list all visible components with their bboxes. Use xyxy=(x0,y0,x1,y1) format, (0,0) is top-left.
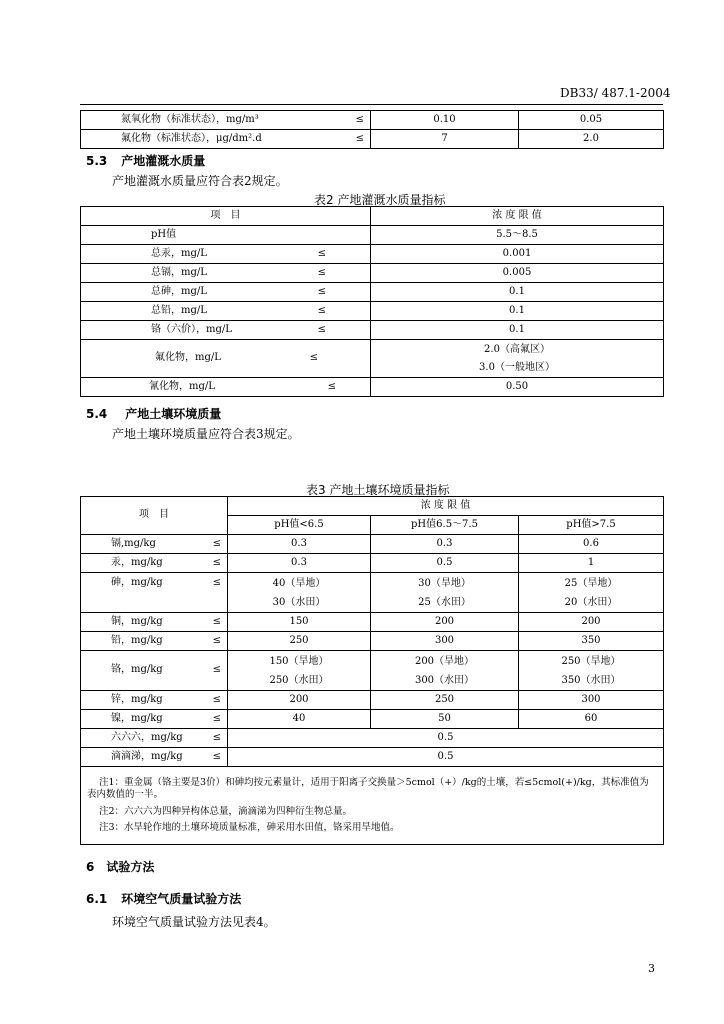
page-number: 3 xyxy=(648,962,655,975)
le-symbol: ≤ xyxy=(212,537,221,549)
le-symbol: ≤ xyxy=(317,247,326,259)
header-ph-col: pH值<6.5 xyxy=(228,516,371,535)
value-cell: 0.5 xyxy=(228,748,664,767)
le-symbol: ≤ xyxy=(317,323,326,335)
value-cell: 1 xyxy=(519,554,664,573)
item-text: 氟化物，mg/L xyxy=(155,352,221,364)
table-row xyxy=(81,613,664,632)
item-text: 铬（六价），mg/L xyxy=(151,323,232,335)
value-cell: 0.005 xyxy=(371,264,664,283)
item-cell xyxy=(81,535,228,554)
item-text: 铬，mg/kg xyxy=(111,664,163,676)
item-cell xyxy=(81,378,371,397)
table-row xyxy=(81,378,664,397)
item-cell xyxy=(81,554,228,573)
item-cell xyxy=(81,613,228,632)
item-text: 汞，mg/kg xyxy=(111,556,163,568)
table-row xyxy=(81,283,664,302)
value-cell xyxy=(371,573,519,613)
table-row xyxy=(81,710,664,729)
value-cell: 200 xyxy=(519,613,664,632)
section-title: 环境空气质量试验方法 xyxy=(121,892,242,906)
value-cell xyxy=(228,573,371,613)
item-cell xyxy=(81,226,371,245)
note-2: 注2：六六六为四种异构体总量，滴滴涕为四种衍生物总量。 xyxy=(99,805,353,817)
le-symbol: ≤ xyxy=(212,731,221,743)
section-number: 6 xyxy=(86,860,95,874)
item-cell xyxy=(81,748,228,767)
value-line: 25（旱地） xyxy=(564,577,618,589)
notes-cell xyxy=(81,767,664,845)
value-cell xyxy=(228,651,371,691)
table-header-row xyxy=(81,497,664,516)
value-cell: 0.5 xyxy=(371,554,519,573)
table-row xyxy=(81,302,664,321)
value-cell xyxy=(371,651,519,691)
note-3: 注3：水旱轮作地的土壤环境质量标准，砷采用水田值，铬采用旱地值。 xyxy=(99,821,400,833)
le-symbol: ≤ xyxy=(317,266,326,278)
section-title: 产地灌溉水质量 xyxy=(121,154,206,168)
table-row xyxy=(81,632,664,651)
header-limit: 浓 度 限 值 xyxy=(371,207,664,226)
item-text: 锌，mg/kg xyxy=(111,693,163,705)
le-symbol: ≤ xyxy=(355,113,364,125)
value-cell xyxy=(519,573,664,613)
value-cell: 350 xyxy=(519,632,664,651)
item-text: 总砷，mg/L xyxy=(151,285,207,297)
item-text: 铅，mg/kg xyxy=(111,634,163,646)
value-cell xyxy=(519,651,664,691)
table-row xyxy=(81,321,664,340)
item-text: 镉,mg/kg xyxy=(111,537,156,549)
value-cell: 250 xyxy=(371,691,519,710)
item-cell xyxy=(81,729,228,748)
table-row xyxy=(81,748,664,767)
item-text: 氰化物，mg/L xyxy=(149,380,215,392)
section-6-1-text: 环境空气质量试验方法见表4。 xyxy=(112,915,276,929)
table-row xyxy=(81,573,664,613)
value-line: 30（旱地） xyxy=(418,577,471,589)
le-symbol: ≤ xyxy=(317,285,326,297)
value-line: 350（水田） xyxy=(561,674,621,686)
table-row xyxy=(81,651,664,691)
item-text: 氮氧化物（标准状态），mg/m³ xyxy=(121,113,259,125)
table-row xyxy=(81,729,664,748)
le-symbol: ≤ xyxy=(212,693,221,705)
value-line: 25（水田） xyxy=(418,596,471,608)
section-number: 6.1 xyxy=(86,892,108,906)
le-symbol: ≤ xyxy=(309,352,318,364)
section-number: 5.3 xyxy=(86,154,108,168)
le-symbol: ≤ xyxy=(212,750,221,762)
table-header-row xyxy=(81,207,664,226)
value-cell: 0.05 xyxy=(519,111,664,130)
le-symbol: ≤ xyxy=(212,634,221,646)
value-cell: 7 xyxy=(371,130,519,149)
item-text: 总汞，mg/L xyxy=(151,247,207,259)
table-top xyxy=(80,110,664,149)
item-cell xyxy=(81,651,228,691)
item-cell xyxy=(81,245,371,264)
header-ph-col: pH值>7.5 xyxy=(519,516,664,535)
item-cell xyxy=(81,321,371,340)
value-cell xyxy=(371,340,664,378)
le-symbol: ≤ xyxy=(317,304,326,316)
table3-caption: 表3 产地土壤环境质量指标 xyxy=(306,483,450,497)
value-cell: 0.1 xyxy=(371,283,664,302)
header-item: 项 目 xyxy=(81,207,371,226)
header-rule xyxy=(80,104,663,105)
section-6-1-heading xyxy=(86,890,241,907)
item-cell xyxy=(81,691,228,710)
le-symbol: ≤ xyxy=(212,664,221,676)
table-row xyxy=(81,264,664,283)
table-row xyxy=(81,245,664,264)
value-cell: 200 xyxy=(228,691,371,710)
section-title: 产地土壤环境质量 xyxy=(125,407,222,421)
value-line: 20（水田） xyxy=(564,596,618,608)
item-cell xyxy=(81,632,228,651)
table2-caption: 表2 产地灌溉水质量指标 xyxy=(314,193,446,207)
value-line: 250（旱地） xyxy=(561,655,621,667)
table-row xyxy=(81,340,664,378)
value-cell: 5.5～8.5 xyxy=(371,226,664,245)
value-cell: 0.1 xyxy=(371,321,664,340)
value-cell: 0.50 xyxy=(371,378,664,397)
le-symbol: ≤ xyxy=(212,556,221,568)
value-cell: 0.1 xyxy=(371,302,664,321)
item-text: 砷，mg/kg xyxy=(111,577,163,588)
header-item: 项 目 xyxy=(81,497,228,535)
item-cell xyxy=(81,573,228,613)
value-line: 250（水田） xyxy=(269,674,329,686)
value-cell: 0.3 xyxy=(228,554,371,573)
le-symbol: ≤ xyxy=(327,380,336,392)
value-line: 300（水田） xyxy=(414,674,475,686)
table-row xyxy=(81,691,664,710)
item-text: pH值 xyxy=(151,228,177,240)
header-limit: 浓 度 限 值 xyxy=(228,497,664,516)
note-1: 注1：重金属（铬主要是3价）和砷均按元素量计，适用于阳离子交换量＞5cmol（+）/kg的土壤，若≤5cmol(+)/kg，其标准值为表内数值的一半。 xyxy=(87,776,649,801)
value-cell: 60 xyxy=(519,710,664,729)
section-number: 5.4 xyxy=(86,407,108,421)
section-6-heading xyxy=(86,858,154,875)
value-line: 150（旱地） xyxy=(269,655,329,667)
value-cell: 50 xyxy=(371,710,519,729)
value-line: 2.0（高氟区） xyxy=(484,343,550,355)
item-text: 镍，mg/kg xyxy=(111,712,163,724)
value-cell: 40 xyxy=(228,710,371,729)
value-cell: 200 xyxy=(371,613,519,632)
section-title: 试验方法 xyxy=(106,860,155,874)
table-row xyxy=(81,130,664,149)
value-cell: 0.10 xyxy=(371,111,519,130)
section-5-4-heading xyxy=(86,405,221,422)
section-5-4-text: 产地土壤环境质量应符合表3规定。 xyxy=(112,427,300,441)
table-row xyxy=(81,535,664,554)
table-row xyxy=(81,111,664,130)
value-cell: 0.3 xyxy=(371,535,519,554)
item-text: 铜，mg/kg xyxy=(111,615,163,627)
item-cell xyxy=(81,264,371,283)
value-cell: 0.001 xyxy=(371,245,664,264)
item-cell xyxy=(81,710,228,729)
section-5-3-text: 产地灌溉水质量应符合表2规定。 xyxy=(112,174,288,188)
item-text: 总镉，mg/L xyxy=(151,266,207,278)
header-ph-col: pH值6.5～7.5 xyxy=(371,516,519,535)
value-cell: 2.0 xyxy=(519,130,664,149)
item-cell xyxy=(81,340,371,378)
value-line: 200（旱地） xyxy=(414,655,475,667)
table-row xyxy=(81,226,664,245)
table2 xyxy=(80,206,664,397)
item-text: 氟化物（标准状态），μg/dm².d xyxy=(121,132,262,144)
section-5-3-heading xyxy=(86,152,205,169)
item-text: 六六六，mg/kg xyxy=(111,731,183,743)
value-cell: 250 xyxy=(228,632,371,651)
value-cell: 300 xyxy=(519,691,664,710)
notes-row xyxy=(81,767,664,845)
value-cell: 150 xyxy=(228,613,371,632)
item-cell xyxy=(81,130,371,149)
item-cell xyxy=(81,111,371,130)
le-symbol: ≤ xyxy=(212,712,221,724)
value-cell: 0.6 xyxy=(519,535,664,554)
value-cell: 0.5 xyxy=(228,729,664,748)
value-line: 3.0（一般地区） xyxy=(479,361,555,373)
item-text: 滴滴涕，mg/kg xyxy=(111,750,183,762)
le-symbol: ≤ xyxy=(212,615,221,627)
item-text: 总铅，mg/L xyxy=(151,304,207,316)
item-cell xyxy=(81,302,371,321)
le-symbol: ≤ xyxy=(355,132,364,144)
le-symbol: ≤ xyxy=(212,577,221,588)
table3 xyxy=(80,496,664,845)
document-code: DB33/ 487.1-2004 xyxy=(560,86,671,100)
table-row xyxy=(81,554,664,573)
value-cell: 300 xyxy=(371,632,519,651)
value-line: 30（水田） xyxy=(272,596,326,608)
value-cell: 0.3 xyxy=(228,535,371,554)
value-line: 40（旱地） xyxy=(272,577,326,589)
item-cell xyxy=(81,283,371,302)
